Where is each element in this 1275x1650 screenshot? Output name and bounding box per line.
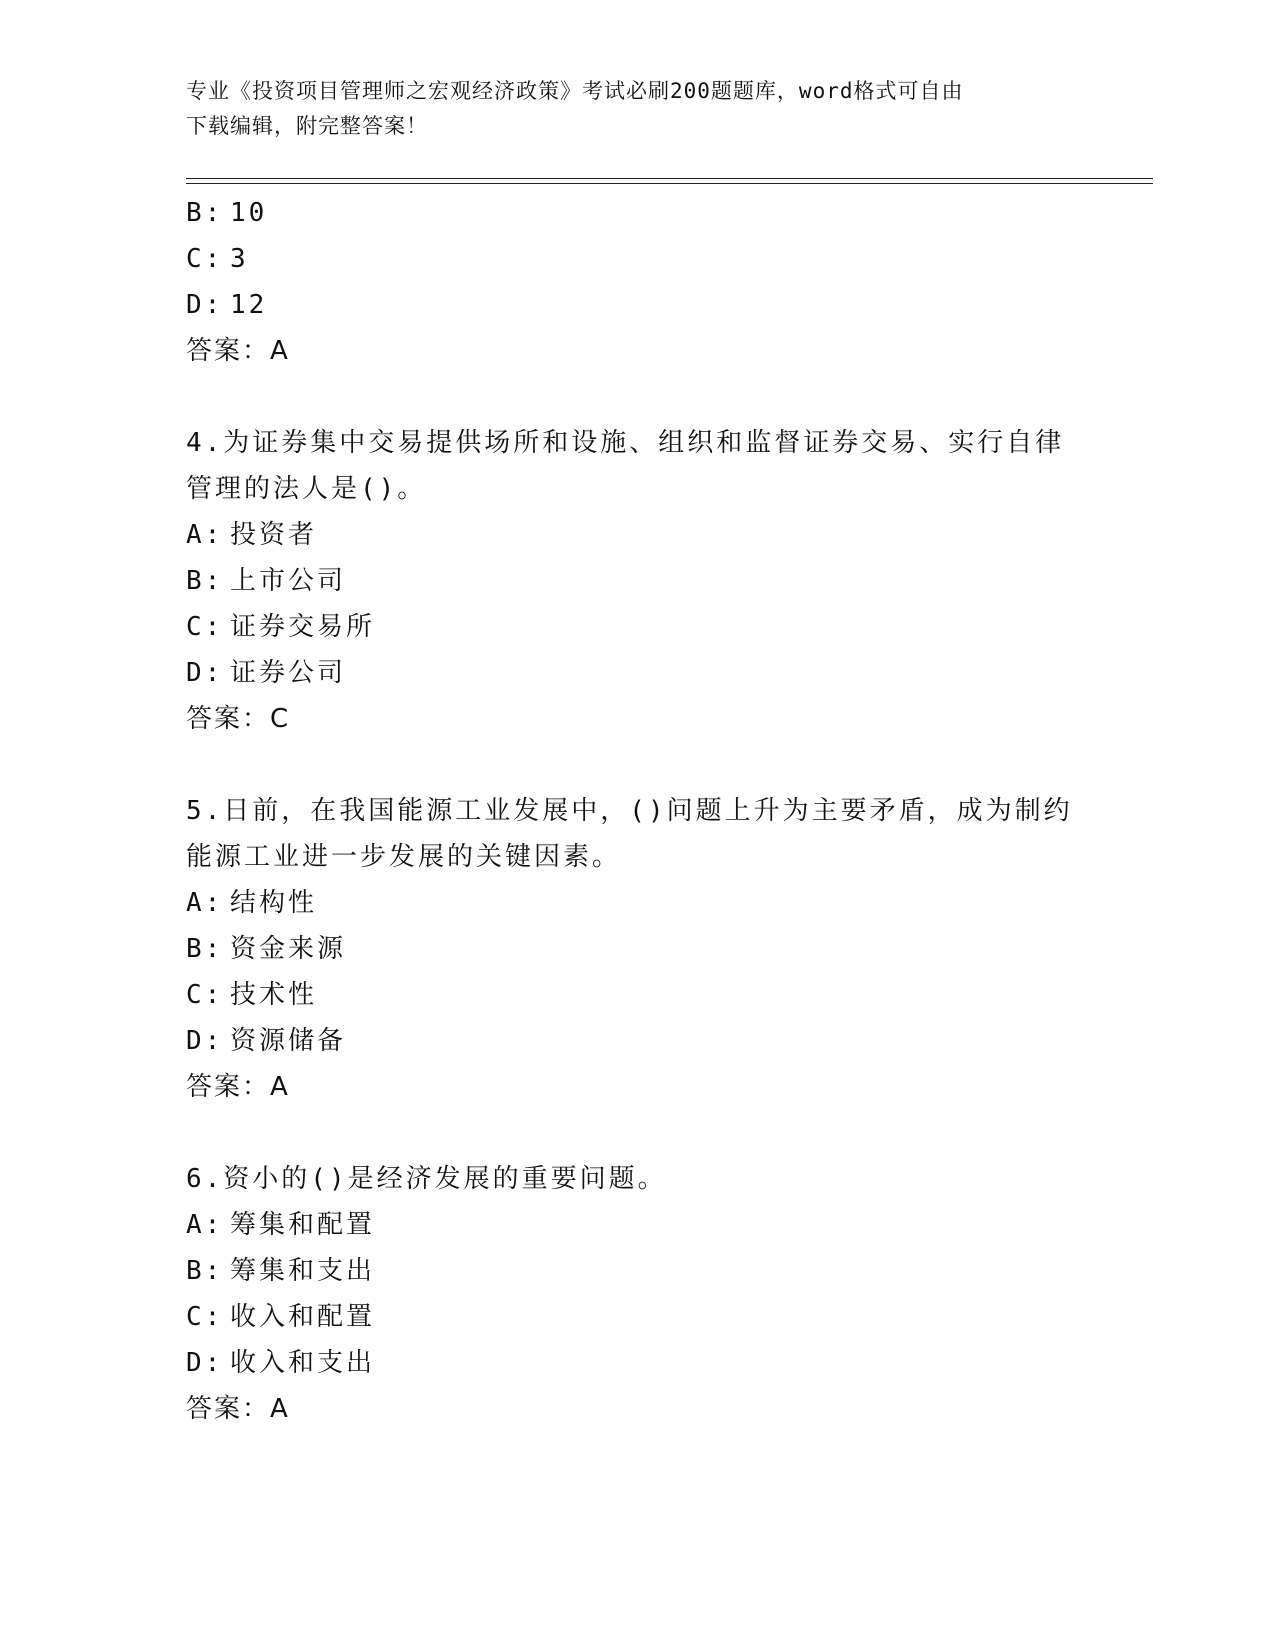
- option-label: C:: [186, 980, 224, 1010]
- option-c: [186, 604, 1086, 650]
- header-rule-bottom: [186, 183, 1153, 184]
- question-block-5: [186, 788, 1086, 1110]
- option-label: A:: [186, 888, 224, 918]
- option-label: B:: [186, 934, 224, 964]
- option-b: [186, 190, 1086, 236]
- option-b: [186, 926, 1086, 972]
- option-a: [186, 512, 1086, 558]
- question-text-line-1: 6.资小的()是经济发展的重要问题。: [186, 1164, 667, 1194]
- option-d: [186, 1340, 1086, 1386]
- question-list: [186, 190, 1086, 1432]
- option-label: B:: [186, 198, 224, 228]
- option-text: 筹集和配置: [230, 1210, 376, 1240]
- spacer: [186, 742, 1086, 788]
- option-b: [186, 1248, 1086, 1294]
- question-text-line-1: 5.日前，在我国能源工业发展中，()问题上升为主要矛盾，成为制约: [186, 796, 1073, 826]
- option-a: [186, 1202, 1086, 1248]
- spacer: [186, 1110, 1086, 1156]
- option-b: [186, 558, 1086, 604]
- option-text: 上市公司: [230, 566, 347, 596]
- document-header: [186, 74, 1066, 144]
- answer-line: 答案：A: [186, 1072, 290, 1102]
- option-label: A:: [186, 520, 224, 550]
- option-text: 12: [230, 290, 268, 320]
- question-block-continued: [186, 190, 1086, 374]
- question-text-line-2: 能源工业进一步发展的关键因素。: [186, 842, 622, 872]
- option-label: C:: [186, 1302, 224, 1332]
- option-text: 投资者: [230, 520, 318, 550]
- option-text: 收入和配置: [230, 1302, 376, 1332]
- option-c: [186, 972, 1086, 1018]
- question-text-line-1: 4.为证券集中交易提供场所和设施、组织和监督证券交易、实行自律: [186, 428, 1065, 458]
- option-label: C:: [186, 244, 224, 274]
- option-label: B:: [186, 566, 224, 596]
- option-text: 证券公司: [230, 658, 347, 688]
- option-label: D:: [186, 290, 224, 320]
- option-text: 筹集和支出: [230, 1256, 376, 1286]
- option-text: 资源储备: [230, 1026, 347, 1056]
- option-text: 3: [230, 244, 249, 274]
- option-label: C:: [186, 612, 224, 642]
- spacer: [186, 374, 1086, 420]
- option-label: D:: [186, 1026, 224, 1056]
- option-label: D:: [186, 658, 224, 688]
- header-rule-top: [186, 178, 1153, 179]
- option-text: 证券交易所: [230, 612, 376, 642]
- option-label: D:: [186, 1348, 224, 1378]
- answer-line: 答案：C: [186, 704, 291, 734]
- option-c: [186, 1294, 1086, 1340]
- option-text: 收入和支出: [230, 1348, 376, 1378]
- answer-line: 答案：A: [186, 1394, 290, 1424]
- option-text: 资金来源: [230, 934, 347, 964]
- question-block-6: [186, 1156, 1086, 1432]
- option-text: 10: [230, 198, 268, 228]
- option-a: [186, 880, 1086, 926]
- header-line-1: 专业《投资项目管理师之宏观经济政策》考试必刷200题题库，word格式可自由: [186, 79, 964, 103]
- option-d: [186, 282, 1086, 328]
- option-label: A:: [186, 1210, 224, 1240]
- option-text: 结构性: [230, 888, 318, 918]
- header-line-2: 下载编辑，附完整答案！: [186, 114, 428, 138]
- option-d: [186, 1018, 1086, 1064]
- option-d: [186, 650, 1086, 696]
- option-text: 技术性: [230, 980, 318, 1010]
- option-c: [186, 236, 1086, 282]
- question-block-4: [186, 420, 1086, 742]
- answer-line: 答案：A: [186, 336, 290, 366]
- option-label: B:: [186, 1256, 224, 1286]
- question-text-line-2: 管理的法人是()。: [186, 474, 427, 504]
